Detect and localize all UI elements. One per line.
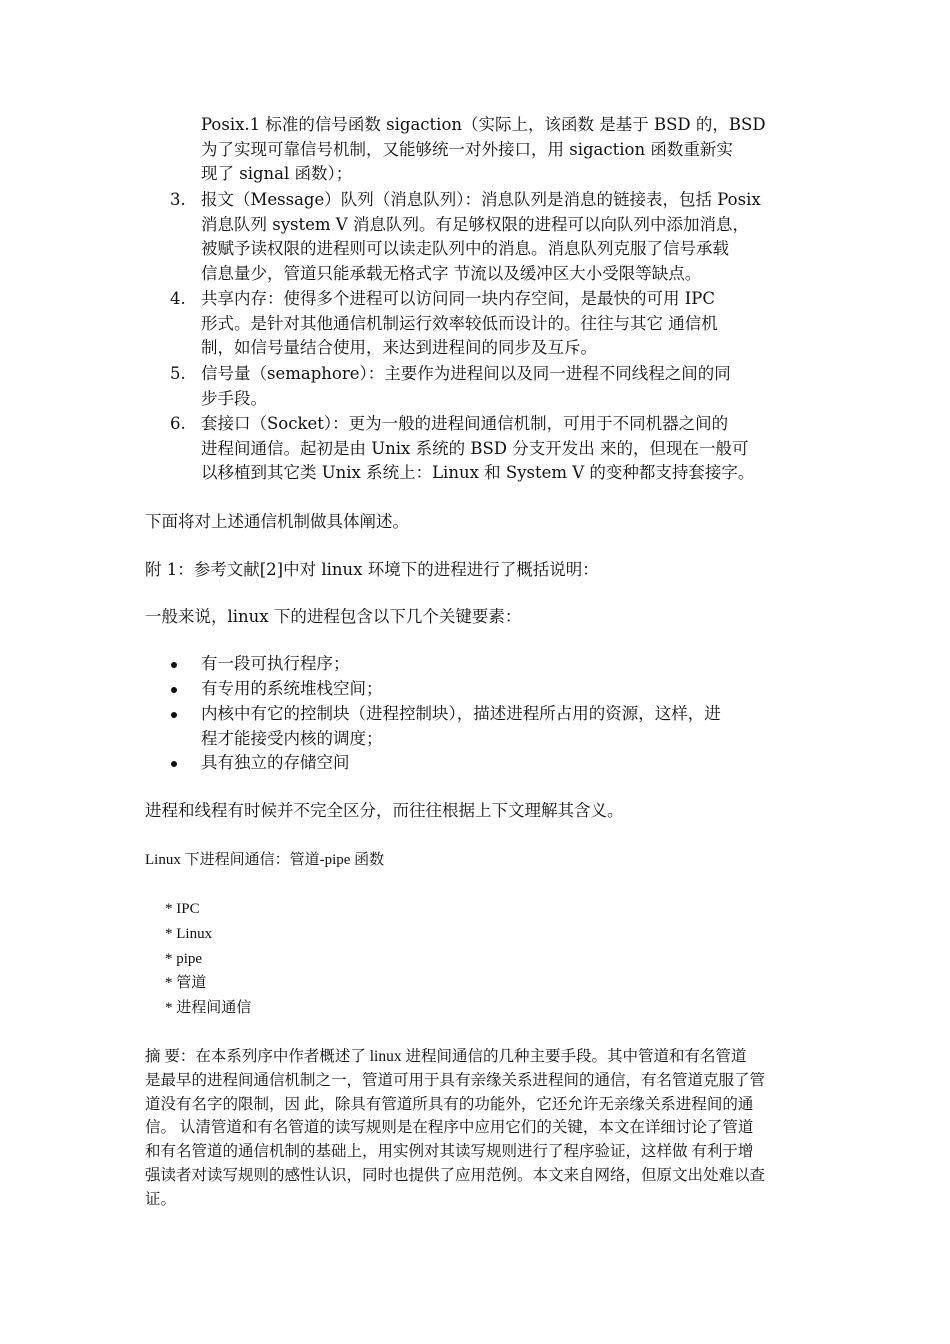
tag-item: * IPC (165, 901, 200, 917)
bullet-icon (171, 702, 179, 710)
text-line: 程才能接受内核的调度； (201, 728, 383, 748)
text-line: 和有名管道的通信机制的基础上，用实例对其读写规则进行了程序验证，这样做 有利于增 (145, 1143, 754, 1161)
bullet-icon (171, 652, 179, 660)
item-number: 3. (170, 190, 186, 209)
paragraph-appendix: 附 1：参考文献[2]中对 linux 环境下的进程进行了概括说明： (145, 560, 599, 579)
text-line: 制，如信号量结合使用，来达到进程间的同步及互斥。 (201, 338, 597, 357)
text-line: 证。 (145, 1190, 177, 1208)
text-line: 信号量（semaphore）：主要作为进程间以及同一进程不同线程之间的同 (201, 364, 731, 383)
text-line: 摘 要：在本系列序中作者概述了 linux 进程间通信的几种主要手段。其中管道和有名管道 (145, 1048, 747, 1065)
paragraph-detail: 下面将对上述通信机制做具体阐述。 (145, 512, 409, 531)
item-number: 4. (170, 289, 186, 308)
tag-list (165, 897, 251, 1021)
text-line: 有一段可执行程序； (201, 654, 350, 673)
item-number: 5. (170, 364, 186, 383)
item-text (201, 412, 811, 486)
text-line: 道没有名字的限制，因 此，除具有管道所具有的功能外，它还允许无亲缘关系进程间的通 (145, 1095, 754, 1113)
bullet-icon (171, 751, 179, 759)
text-line: 信息量少，管道只能承载无格式字 节流以及缓冲区大小受限等缺点。 (201, 263, 702, 283)
text-line: 步手段。 (201, 388, 267, 408)
text-line: 消息队列 system V 消息队列。有足够权限的进程可以向队列中添加消息， (201, 214, 749, 234)
text-line: 具有独立的存储空间 (201, 753, 350, 772)
text-line: 有专用的系统堆栈空间； (201, 679, 383, 698)
text-line: 信。 认清管道和有名管道的读写规则是在程序中应用它们的关键，本文在详细讨论了管道 (145, 1119, 754, 1137)
text-line: Posix.1 标准的信号函数 sigaction（实际上，该函数 是基于 BSD 的，BSD (201, 115, 766, 134)
text-line: 为了实现可靠信号机制，又能够统一对外接口，用 sigaction 函数重新实 (201, 139, 733, 159)
text-line: 套接口（Socket）：更为一般的进程间通信机制，可用于不同机器之间的 (201, 414, 729, 433)
tag-item: * 进程间通信 (165, 1000, 252, 1017)
text-line: 形式。是针对其他通信机制运行效率较低而设计的。往往与其它 通信机 (201, 313, 718, 333)
item-text (201, 287, 811, 361)
tag-item: * pipe (165, 950, 203, 967)
paragraph-thread: 进程和线程有时候并不完全区分，而往往根据上下文理解其含义。 (145, 801, 624, 820)
paragraph-elements: 一般来说，linux 下的进程包含以下几个关键要素： (145, 607, 522, 626)
text-line: 报文（Message）队列（消息队列）：消息队列是消息的链接表，包括 Posix (201, 190, 761, 209)
abstract-paragraph (145, 1045, 815, 1212)
text-line: 是最早的进程间通信机制之一，管道可用于具有亲缘关系进程间的通信，有名管道克服了管 (145, 1071, 766, 1089)
continuation-paragraph (201, 113, 811, 187)
article-title: Linux 下进程间通信：管道-pipe 函数 (145, 852, 385, 868)
item-text (201, 188, 811, 286)
text-line: 以移植到其它类 Unix 系统上：Linux 和 System V 的变种都支持套接字。 (201, 463, 755, 482)
item-number: 6. (170, 414, 186, 433)
text-line: 被赋予读权限的进程则可以读走队列中的消息。消息队列克服了信号承载 (201, 239, 729, 258)
text-line: 进程间通信。起初是由 Unix 系统的 BSD 分支开发出 来的，但现在一般可 (201, 438, 749, 458)
text-line: 共享内存：使得多个进程可以访问同一块内存空间，是最快的可用 IPC (201, 289, 715, 308)
text-line: 内核中有它的控制块（进程控制块），描述进程所占用的资源，这样，进 (201, 704, 721, 723)
tag-item: * 管道 (165, 975, 207, 992)
text-line: 强读者对读写规则的感性认识，同时也提供了应用范例。本文来自网络，但原文出处难以查 (145, 1166, 766, 1184)
bullet-icon (171, 677, 179, 685)
text-line: 现了 signal 函数）； (201, 164, 353, 183)
tag-item: * Linux (165, 925, 213, 942)
item-text (201, 362, 811, 411)
